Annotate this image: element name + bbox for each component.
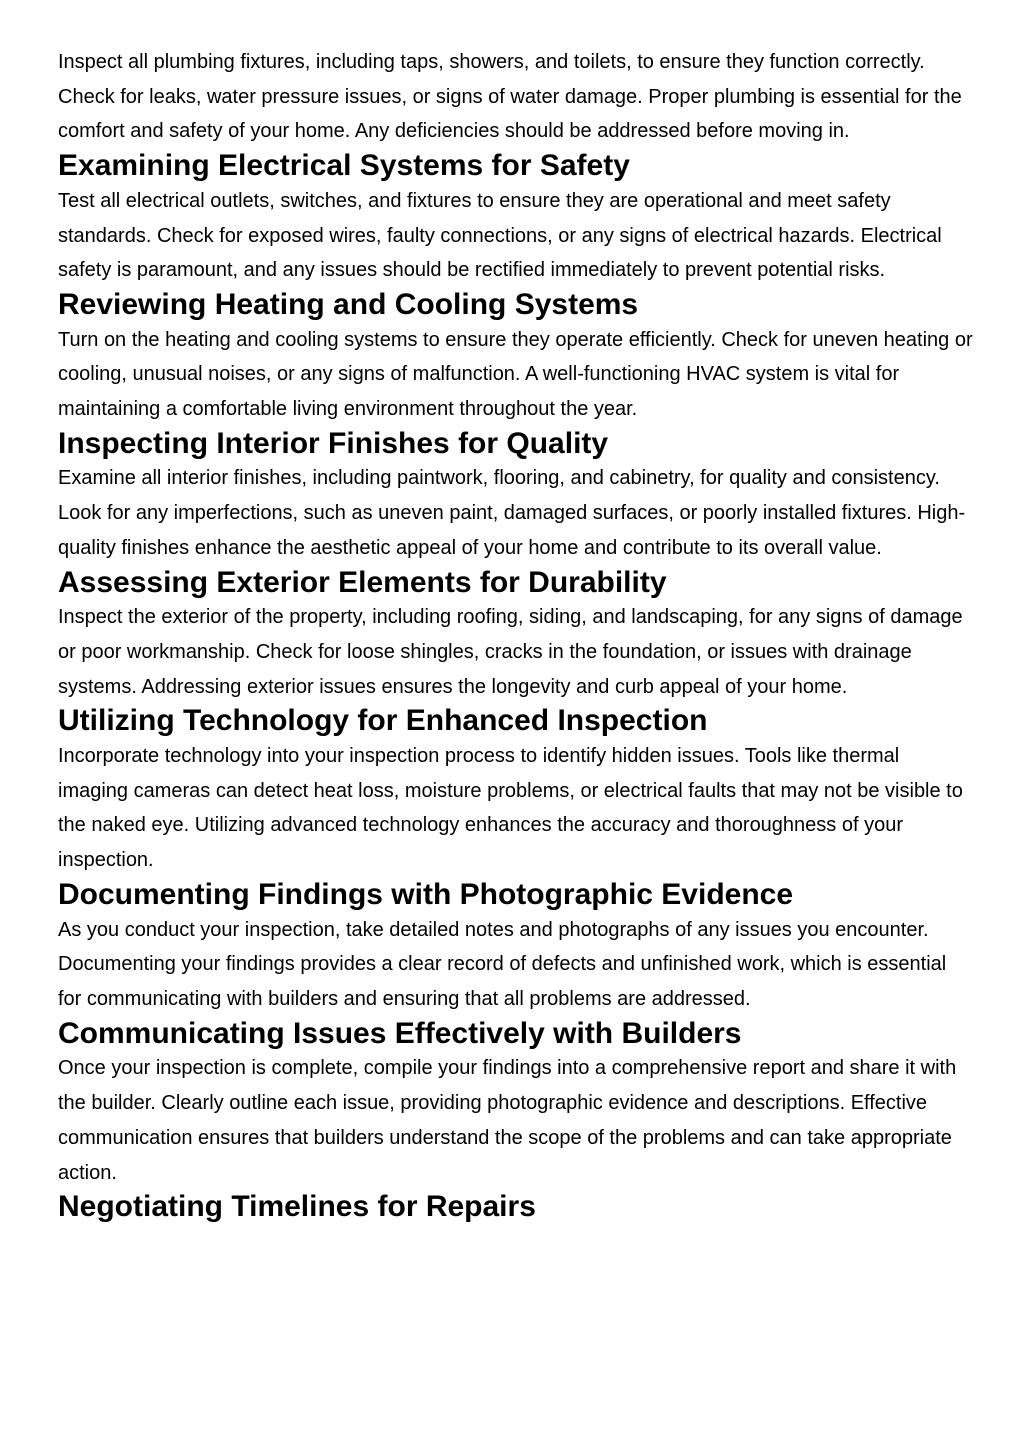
section-body-hvac: Turn on the heating and cooling systems to ensure they operate efficiently. Check for uneven heating or cooling, unusual noises, or any signs of malfunction. A well-functioning HVAC system is vital for maintaining a comfortable living environment throughout the year. (58, 328, 973, 421)
section-heading-exterior: Assessing Exterior Elements for Durability (58, 565, 667, 599)
section-body-exterior: Inspect the exterior of the property, including roofing, siding, and landscaping, for any signs of damage or poor workmanship. Check for loose shingles, cracks in the foundation, or issues with drainage systems. Addressing exterior issues ensures the longevity and curb appeal of your home. (58, 606, 963, 698)
section-heading-hvac: Reviewing Heating and Cooling Systems (58, 287, 639, 321)
section-body-documenting: As you conduct your inspection, take detailed notes and photographs of any issues you encounter. Documenting your findings provides a clear record of defects and unfinished work, which is essential for communicating with builders and ensuring that all problems are addressed. (58, 918, 947, 1010)
section-heading-communicating: Communicating Issues Effectively with Builders (58, 1016, 742, 1050)
section-body-communicating: Once your inspection is complete, compile your findings into a comprehensive report and share it with the builder. Clearly outline each issue, providing photographic evidence and descriptions. Effective communication ensures that builders understand the scope of the problems and can take appropriate action. (58, 1057, 957, 1184)
intro-paragraph: Inspect all plumbing fixtures, including taps, showers, and toilets, to ensure they function correctly. Check for leaks, water pressure issues, or signs of water damage. Proper plumbing is essential for the comfort and safety of your home. Any deficiencies should be addressed before moving in. (58, 51, 962, 143)
document-page (58, 45, 973, 1225)
section-heading-interior: Inspecting Interior Finishes for Quality (58, 426, 609, 460)
section-heading-timelines: Negotiating Timelines for Repairs (58, 1190, 536, 1224)
section-heading-technology: Utilizing Technology for Enhanced Inspection (58, 704, 708, 738)
section-body-interior: Examine all interior finishes, including paintwork, flooring, and cabinetry, for quality and consistency. Look for any imperfections, such as uneven paint, damaged surfaces, or poorly installed fixtures. High-quality finishes enhance the aesthetic appeal of your home and contribute to its overall value. (58, 467, 966, 559)
section-heading-documenting: Documenting Findings with Photographic Evidence (58, 877, 794, 911)
section-heading-electrical: Examining Electrical Systems for Safety (58, 149, 630, 183)
section-body-technology: Incorporate technology into your inspection process to identify hidden issues. Tools like thermal imaging cameras can detect heat loss, moisture problems, or electrical faults that may not be visible to the naked eye. Utilizing advanced technology enhances the accuracy and thoroughness of your inspection. (58, 745, 963, 872)
section-body-electrical: Test all electrical outlets, switches, and fixtures to ensure they are operational and meet safety standards. Check for exposed wires, faulty connections, or any signs of electrical hazards. Electrical safety is paramount, and any issues should be rectified immediately to prevent potential risks. (58, 189, 942, 282)
